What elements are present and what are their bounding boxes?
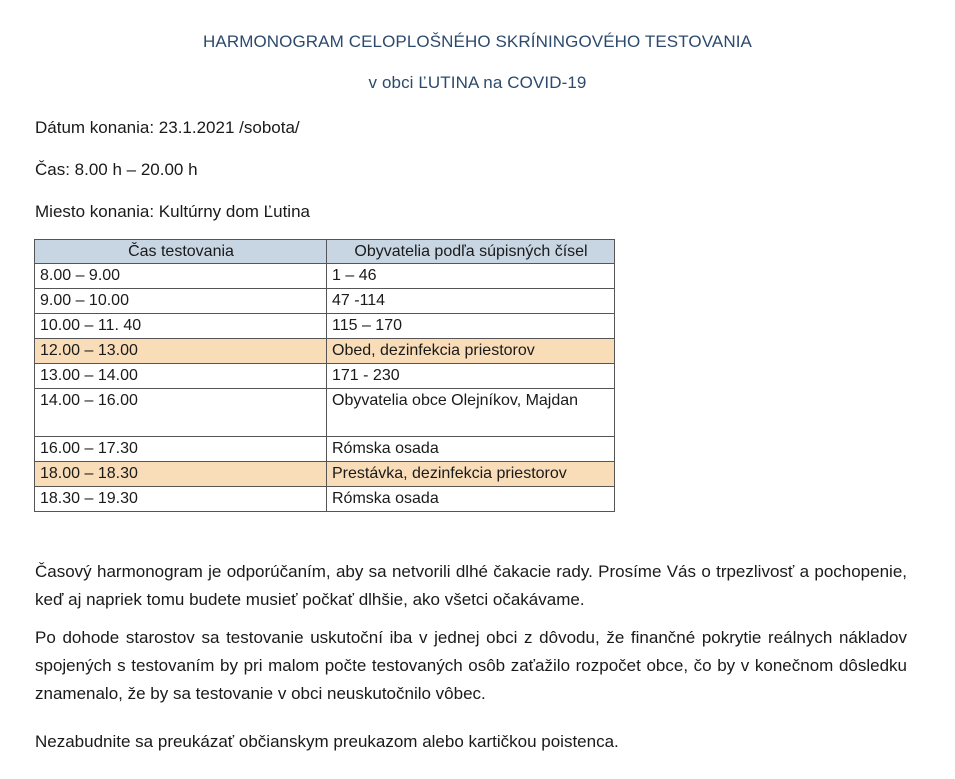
table-row <box>35 364 615 389</box>
document-title: HARMONOGRAM CELOPLOŠNÉHO SKRÍNINGOVÉHO TESTOVANIA <box>203 32 752 51</box>
cell-time: 10.00 – 11. 40 <box>35 314 327 339</box>
cell-residents: Rómska osada <box>327 437 615 462</box>
table-row <box>35 314 615 339</box>
event-place: Miesto konania: Kultúrny dom Ľutina <box>35 202 310 221</box>
table-row <box>35 264 615 289</box>
event-date: Dátum konania: 23.1.2021 /sobota/ <box>35 118 300 137</box>
table-row <box>35 289 615 314</box>
paragraph-id-reminder: Nezabudnite sa preukázať občianskym preukazom alebo kartičkou poistenca. <box>35 732 619 751</box>
cell-time: 9.00 – 10.00 <box>35 289 327 314</box>
event-time: Čas: 8.00 h – 20.00 h <box>35 160 198 179</box>
paragraph-mayors-agreement: Po dohode starostov sa testovanie uskutoční iba v jednej obci z dôvodu, že finančné pokrytie reálnych nákladov spojených s testovaním by pri malom počte testovaných osôb zaťažilo rozpočet obce, čo by v konečnom dôsledku znamenalo, že by sa testovanie v obci neuskutočnilo vôbec. <box>35 628 907 703</box>
cell-time: 14.00 – 16.00 <box>35 389 327 437</box>
cell-time: 18.00 – 18.30 <box>35 462 327 487</box>
header-testing-time: Čas testovania <box>35 240 327 264</box>
cell-time: 12.00 – 13.00 <box>35 339 327 364</box>
cell-residents: 1 – 46 <box>327 264 615 289</box>
cell-residents: Obed, dezinfekcia priestorov <box>327 339 615 364</box>
table-row-break <box>35 339 615 364</box>
cell-time: 16.00 – 17.30 <box>35 437 327 462</box>
cell-time: 18.30 – 19.30 <box>35 487 327 512</box>
document-subtitle: v obci ĽUTINA na COVID-19 <box>368 73 587 92</box>
cell-residents: 115 – 170 <box>327 314 615 339</box>
table-header-row <box>35 240 615 264</box>
cell-residents: Obyvatelia obce Olejníkov, Majdan <box>327 389 615 437</box>
header-residents: Obyvatelia podľa súpisných čísel <box>327 240 615 264</box>
paragraph-schedule-note: Časový harmonogram je odporúčaním, aby sa netvorili dlhé čakacie rady. Prosíme Vás o trpezlivosť a pochopenie, keď aj napriek tomu budete musieť počkať dlhšie, ako všetci očakávame. <box>35 562 907 609</box>
table-row <box>35 389 615 437</box>
table-row-break <box>35 462 615 487</box>
cell-time: 13.00 – 14.00 <box>35 364 327 389</box>
schedule-table <box>34 239 615 512</box>
cell-residents: 171 - 230 <box>327 364 615 389</box>
cell-residents: 47 -114 <box>327 289 615 314</box>
table-row <box>35 437 615 462</box>
cell-residents: Rómska osada <box>327 487 615 512</box>
cell-residents: Prestávka, dezinfekcia priestorov <box>327 462 615 487</box>
table-row <box>35 487 615 512</box>
cell-time: 8.00 – 9.00 <box>35 264 327 289</box>
